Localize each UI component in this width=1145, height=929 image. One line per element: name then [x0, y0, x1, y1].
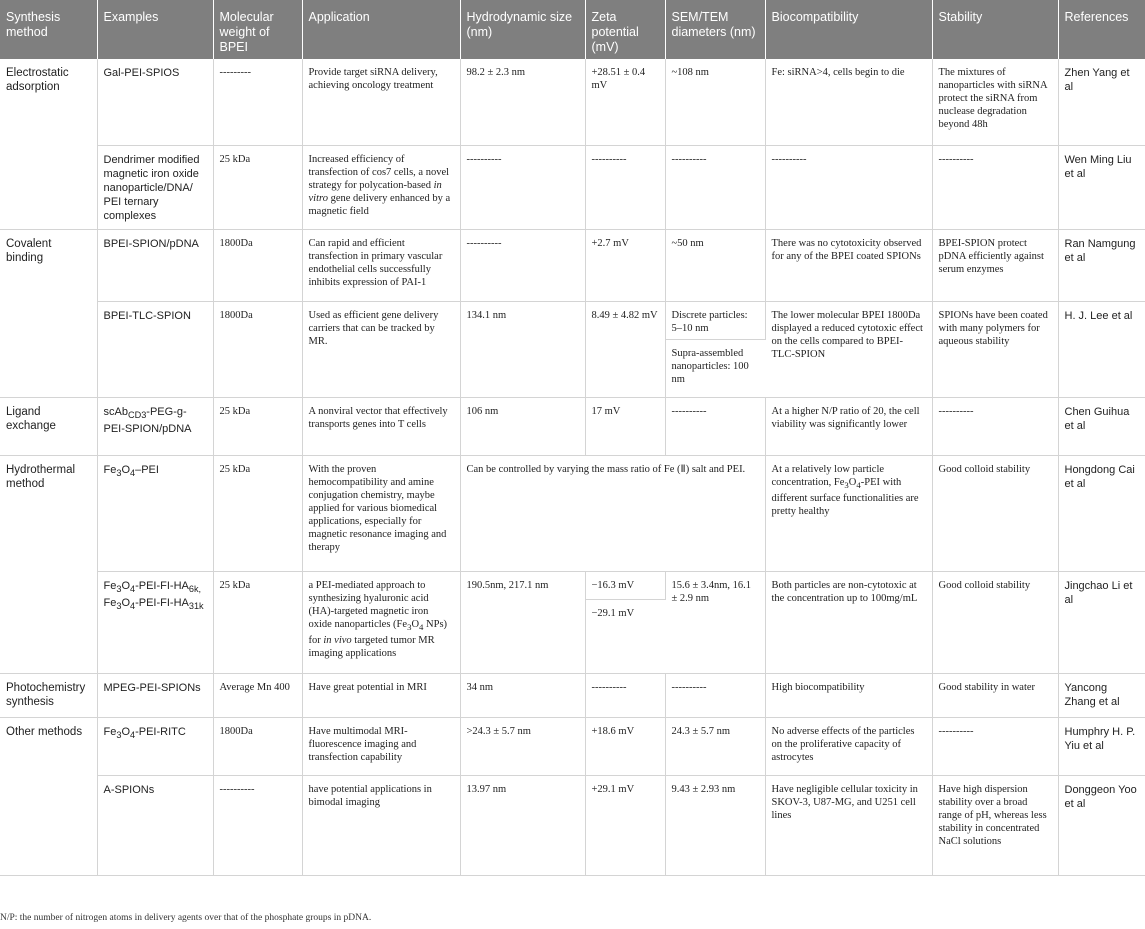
zeta-cell: ----------: [585, 145, 665, 229]
size-cell: 106 nm: [460, 397, 585, 455]
bio-subscript: 3: [844, 479, 849, 490]
example-cell: [97, 397, 213, 455]
stability-cell: Have high dispersion stability over a broad range of pH, whereas less stability in concentrated NaCl solutions: [932, 775, 1058, 875]
example-text: Fe: [103, 463, 117, 476]
application-italic: in vitro: [308, 179, 442, 204]
bio-cell: ----------: [765, 145, 932, 229]
example-text: -PEI-FI-HA: [135, 579, 189, 592]
stability-cell: BPEI-SPION protect pDNA efficiently against serum enzymes: [932, 229, 1058, 301]
example-text: O: [121, 463, 130, 476]
zeta-cell: +2.7 mV: [585, 229, 665, 301]
table-row: [0, 145, 1145, 229]
example-text: -PEG-g-PEI-SPION/pDNA: [103, 405, 192, 435]
table-row: [0, 301, 1145, 339]
example-cell: [97, 455, 213, 571]
size-cell: 13.97 nm: [460, 775, 585, 875]
table-row: [0, 455, 1145, 571]
bio-text: O: [848, 476, 857, 488]
application-text: NPs) for: [308, 618, 448, 646]
size-cell: >24.3 ± 5.7 nm: [460, 717, 585, 775]
sem-cell: 15.6 ± 3.4nm, 16.1 ± 2.9 nm: [665, 571, 765, 673]
application-cell: [302, 571, 460, 673]
application-text: targeted tumor MR imaging applications: [308, 634, 435, 659]
bio-text: At a relatively low particle concentration, Fe: [771, 463, 885, 488]
sem-cell-discrete: Discrete particles: 5–10 nm: [665, 301, 765, 339]
footnote: N/P: the number of nitrogen atoms in delivery agents over that of the phosphate groups in pDNA.: [0, 913, 372, 923]
application-text: gene delivery enhanced by a magnetic field: [308, 192, 451, 217]
zeta-cell: +28.51 ± 0.4 mV: [585, 59, 665, 145]
merged-size-zeta-sem-cell: Can be controlled by varying the mass ratio of Fe (Ⅱ) salt and PEI.: [460, 455, 765, 571]
method-cell: Ligand exchange: [0, 397, 97, 455]
example-text: scAb: [103, 405, 128, 418]
method-cell: Covalent binding: [0, 229, 97, 397]
bio-cell: No adverse effects of the particles on the proliferative capacity of astrocytes: [765, 717, 932, 775]
zeta-cell: +18.6 mV: [585, 717, 665, 775]
example-text: O: [121, 725, 130, 738]
table-row: [0, 59, 1145, 145]
sem-cell: 24.3 ± 5.7 nm: [665, 717, 765, 775]
header-hydrodynamic-size: Hydrodynamic size (nm): [460, 0, 585, 59]
table-row: [0, 775, 1145, 875]
example-text: –PEI: [135, 463, 159, 476]
zeta-cell: ----------: [585, 673, 665, 717]
mw-cell: 25 kDa: [213, 571, 302, 673]
stability-cell: Good stability in water: [932, 673, 1058, 717]
mw-cell: 1800Da: [213, 229, 302, 301]
example-subscript: 4: [130, 600, 136, 611]
stability-cell: ----------: [932, 397, 1058, 455]
example-text: Fe: [103, 725, 117, 738]
application-text: O: [411, 618, 420, 630]
example-subscript: 31k: [188, 600, 204, 611]
bio-text: -PEI with different surface functionalities are pretty healthy: [771, 476, 919, 517]
stability-cell: Good colloid stability: [932, 571, 1058, 673]
example-cell: Dendrimer modified magnetic iron oxide nanoparticle/DNA/ PEI ternary complexes: [97, 145, 213, 229]
header-stability: Stability: [932, 0, 1058, 59]
example-subscript: 4: [130, 583, 136, 594]
reference-cell: Yancong Zhang et al: [1058, 673, 1145, 717]
stability-cell: ----------: [932, 145, 1058, 229]
sem-cell: ~50 nm: [665, 229, 765, 301]
reference-cell: Hongdong Cai et al: [1058, 455, 1145, 571]
mw-cell: 25 kDa: [213, 397, 302, 455]
header-zeta-potential: Zeta potential (mV): [585, 0, 665, 59]
method-cell: Electrostatic adsorption: [0, 59, 97, 229]
header-examples: Examples: [97, 0, 213, 59]
bio-cell: The lower molecular BPEI 1800Da displayed a reduced cytotoxic effect on the cells compared to BPEI-TLC-SPION: [765, 301, 932, 397]
header-references: References: [1058, 0, 1145, 59]
example-subscript: 3: [116, 600, 122, 611]
sem-cell: ~108 nm: [665, 59, 765, 145]
application-italic: in vivo: [323, 634, 352, 646]
example-subscript: 6k,: [188, 583, 202, 594]
table-row: [0, 673, 1145, 717]
example-text: -PEI-FI-HA: [135, 596, 189, 609]
size-cell: 34 nm: [460, 673, 585, 717]
mw-cell: ---------: [213, 59, 302, 145]
example-cell: Gal-PEI-SPIOS: [97, 59, 213, 145]
sem-cell: ----------: [665, 673, 765, 717]
example-cell: BPEI-TLC-SPION: [97, 301, 213, 397]
bio-subscript: 4: [856, 479, 861, 490]
application-cell: Have multimodal MRI-fluorescence imaging and transfection capability: [302, 717, 460, 775]
bio-cell: Both particles are non-cytotoxic at the concentration up to 100mg/mL: [765, 571, 932, 673]
header-molecular-weight: Molecular weight of BPEI: [213, 0, 302, 59]
example-subscript: 3: [116, 583, 122, 594]
table-row: [0, 717, 1145, 775]
example-subscript: 3: [116, 729, 122, 740]
header-sem-tem: SEM/TEM diameters (nm): [665, 0, 765, 59]
zeta-cell-1: −16.3 mV: [585, 571, 665, 599]
size-cell: ----------: [460, 229, 585, 301]
header-synthesis-method: Synthesis method: [0, 0, 97, 59]
bio-cell: At a higher N/P ratio of 20, the cell viability was significantly lower: [765, 397, 932, 455]
example-cell: MPEG-PEI-SPIONs: [97, 673, 213, 717]
zeta-cell-2: −29.1 mV: [585, 599, 665, 673]
stability-cell: ----------: [932, 717, 1058, 775]
example-cell: A-SPIONs: [97, 775, 213, 875]
example-text: O: [121, 579, 130, 592]
reference-cell: Wen Ming Liu et al: [1058, 145, 1145, 229]
application-cell: Provide target siRNA delivery, achieving oncology treatment: [302, 59, 460, 145]
mw-cell: ----------: [213, 775, 302, 875]
example-text: Fe: [103, 579, 117, 592]
reference-cell: H. J. Lee et al: [1058, 301, 1145, 397]
sem-cell-supra: Supra-assembled nanoparticles: 100 nm: [665, 339, 765, 397]
stability-cell: The mixtures of nanoparticles with siRNA protect the siRNA from nuclease degradation beyond 48h: [932, 59, 1058, 145]
method-cell: Hydrothermal method: [0, 455, 97, 673]
example-cell: [97, 571, 213, 673]
sem-cell: ----------: [665, 397, 765, 455]
reference-cell: Humphry H. P. Yiu et al: [1058, 717, 1145, 775]
mw-cell: 25 kDa: [213, 455, 302, 571]
mw-cell: 25 kDa: [213, 145, 302, 229]
application-cell: Used as efficient gene delivery carriers that can be tracked by MR.: [302, 301, 460, 397]
application-cell: With the proven hemocompatibility and amine conjugation chemistry, maybe applied for various biomedical applications, especially for magnetic resonance imaging and therapy: [302, 455, 460, 571]
application-cell: Can rapid and efficient transfection in primary vascular endothelial cells successfully inhibits expression of PAI-1: [302, 229, 460, 301]
method-cell: Photochemistry synthesis: [0, 673, 97, 717]
application-cell: [302, 145, 460, 229]
size-cell: 98.2 ± 2.3 nm: [460, 59, 585, 145]
example-text: -PEI-RITC: [135, 725, 186, 738]
application-subscript: 4: [419, 621, 424, 632]
zeta-cell: 17 mV: [585, 397, 665, 455]
stability-cell: Good colloid stability: [932, 455, 1058, 571]
example-text: O: [121, 596, 130, 609]
example-text: Fe: [103, 596, 117, 609]
application-text: a PEI-mediated approach to synthesizing hyaluronic acid (HA)-targeted magnetic iron oxide nanoparticles (Fe: [308, 579, 429, 630]
sem-cell: ----------: [665, 145, 765, 229]
table-row: [0, 571, 1145, 599]
reference-cell: Zhen Yang et al: [1058, 59, 1145, 145]
example-subscript: 4: [130, 729, 136, 740]
reference-cell: Jingchao Li et al: [1058, 571, 1145, 673]
stability-cell: SPIONs have been coated with many polymers for aqueous stability: [932, 301, 1058, 397]
application-text: Increased efficiency of transfection of cos7 cells, a novel strategy for polycation-based: [308, 153, 450, 191]
header-row: [0, 0, 1145, 59]
size-cell: 134.1 nm: [460, 301, 585, 397]
example-subscript: 3: [116, 467, 122, 478]
zeta-cell: 8.49 ± 4.82 mV: [585, 301, 665, 397]
size-cell: ----------: [460, 145, 585, 229]
bio-cell: There was no cytotoxicity observed for any of the BPEI coated SPIONs: [765, 229, 932, 301]
sem-cell: 9.43 ± 2.93 nm: [665, 775, 765, 875]
example-cell: [97, 717, 213, 775]
application-cell: A nonviral vector that effectively transports genes into T cells: [302, 397, 460, 455]
size-cell: 190.5nm, 217.1 nm: [460, 571, 585, 673]
mw-cell: 1800Da: [213, 717, 302, 775]
method-cell: Other methods: [0, 717, 97, 875]
table-row: [0, 229, 1145, 301]
bio-cell: Have negligible cellular toxicity in SKOV-3, U87-MG, and U251 cell lines: [765, 775, 932, 875]
header-biocompatibility: Biocompatibility: [765, 0, 932, 59]
table-row: [0, 397, 1145, 455]
application-cell: Have great potential in MRI: [302, 673, 460, 717]
mw-cell: 1800Da: [213, 301, 302, 397]
header-application: Application: [302, 0, 460, 59]
bio-cell: Fe: siRNA>4, cells begin to die: [765, 59, 932, 145]
example-subscript: CD3: [127, 409, 147, 420]
bio-cell: [765, 455, 932, 571]
reference-cell: Donggeon Yoo et al: [1058, 775, 1145, 875]
application-cell: have potential applications in bimodal imaging: [302, 775, 460, 875]
mw-cell: Average Mn 400: [213, 673, 302, 717]
example-cell: BPEI-SPION/pDNA: [97, 229, 213, 301]
reference-cell: Chen Guihua et al: [1058, 397, 1145, 455]
application-subscript: 3: [407, 621, 412, 632]
example-subscript: 4: [130, 467, 136, 478]
reference-cell: Ran Namgung et al: [1058, 229, 1145, 301]
zeta-cell: +29.1 mV: [585, 775, 665, 875]
bio-cell: High biocompatibility: [765, 673, 932, 717]
